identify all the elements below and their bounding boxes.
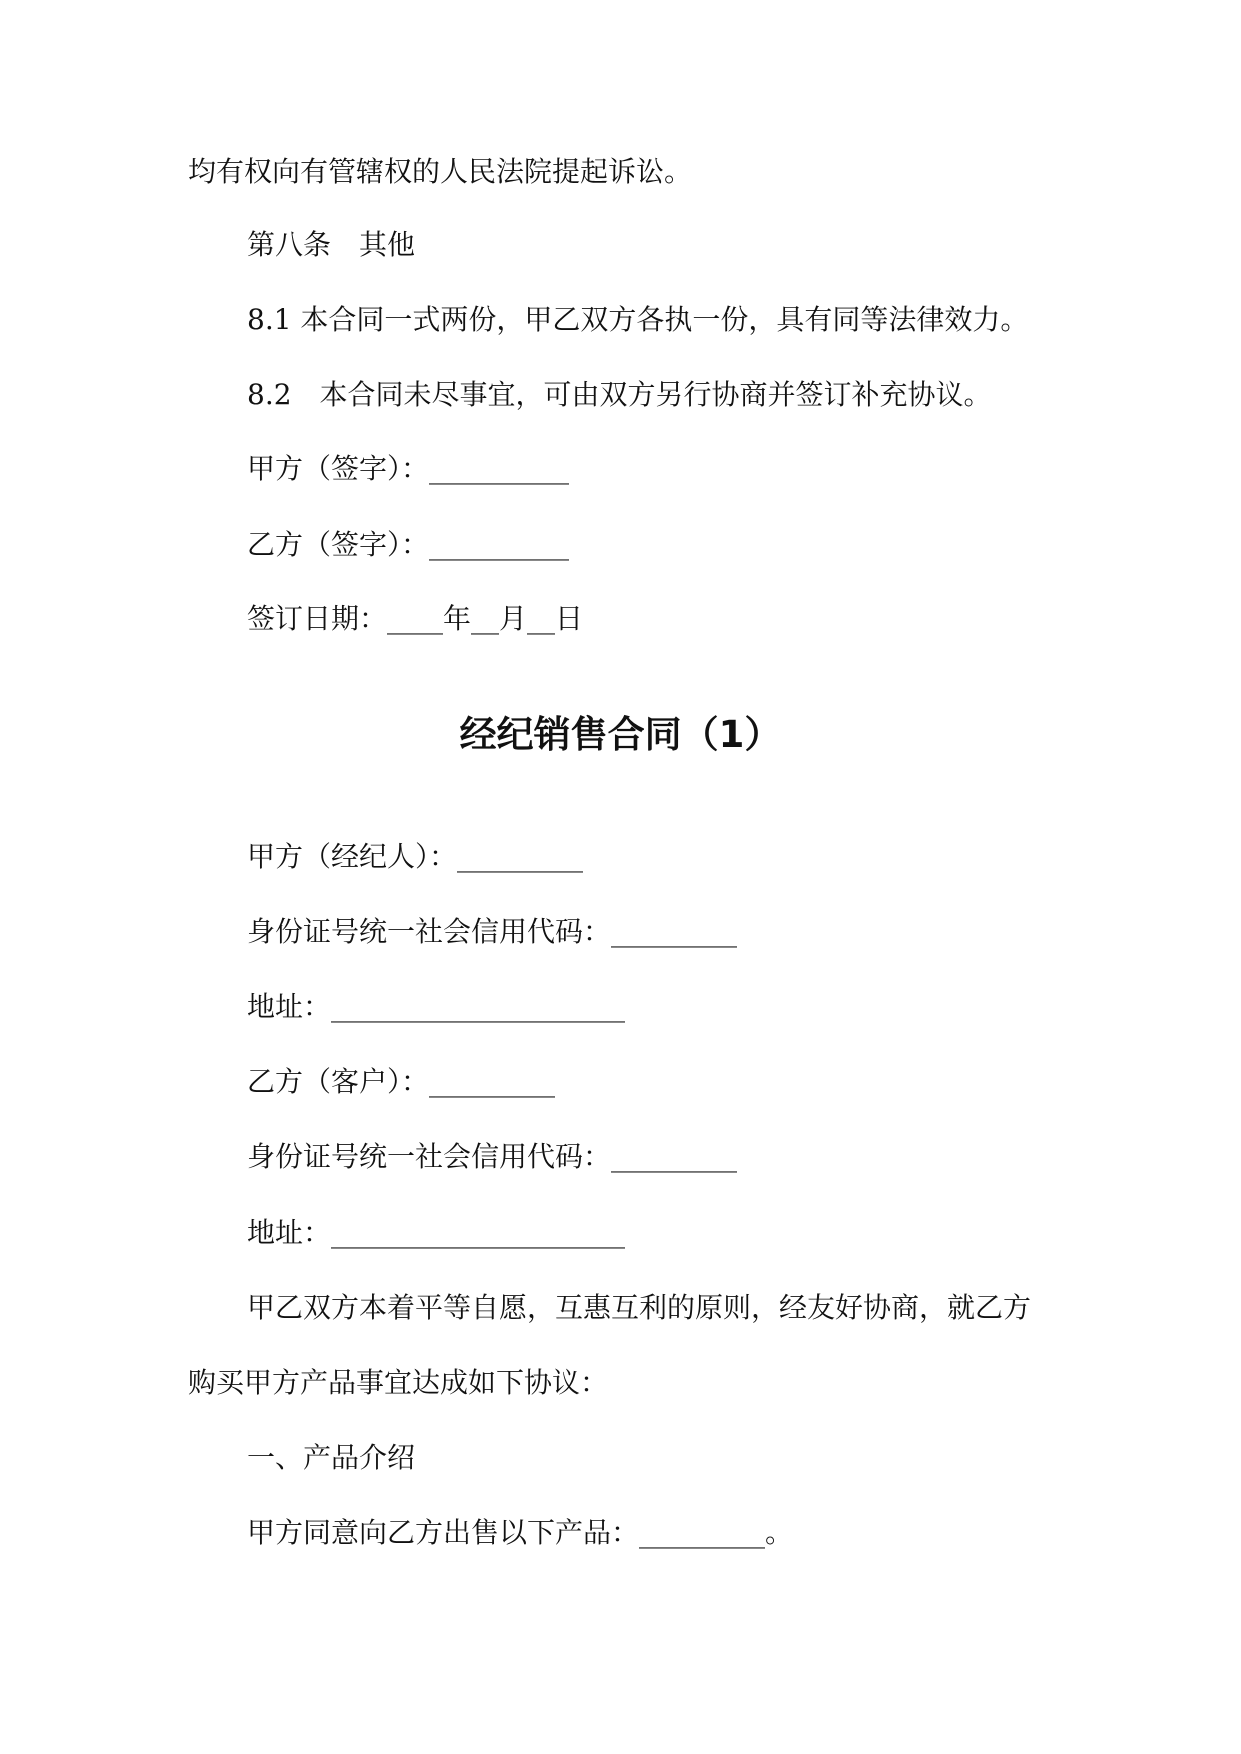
- preamble-line-2: 购买甲方产品事宜达成如下协议：: [188, 1366, 609, 1399]
- article-8-heading: 第八条 其他: [247, 228, 416, 261]
- section-1-heading: 一、产品介绍: [247, 1441, 416, 1474]
- section-1-text: 甲方同意向乙方出售以下产品：_________。: [247, 1516, 794, 1549]
- party-a-address-line: 地址：_____________________: [247, 990, 626, 1023]
- dispute-clause-tail: 均有权向有管辖权的人民法院提起诉讼。: [188, 155, 693, 188]
- party-b-label: 乙方（客户）：_________: [247, 1065, 556, 1098]
- party-a-label: 甲方（经纪人）：_________: [247, 840, 584, 873]
- party-b-signature-line: 乙方（签字）：__________: [247, 528, 570, 561]
- signing-date-line: 签订日期：____年__月__日: [247, 602, 584, 635]
- clause-8-1: 8.1 本合同一式两份，甲乙双方各执一份，具有同等法律效力。: [247, 303, 1029, 336]
- party-a-signature-line: 甲方（签字）：__________: [247, 452, 570, 485]
- party-b-id-line: 身份证号统一社会信用代码：_________: [247, 1140, 738, 1173]
- party-a-id-line: 身份证号统一社会信用代码：_________: [247, 915, 738, 948]
- clause-8-2: 8.2 本合同未尽事宜，可由双方另行协商并签订补充协议。: [247, 378, 992, 411]
- preamble-line-1: 甲乙双方本着平等自愿，互惠互利的原则，经友好协商，就乙方: [247, 1291, 1032, 1324]
- party-b-address-line: 地址：_____________________: [247, 1216, 626, 1249]
- contract-title: 经纪销售合同（1）: [459, 713, 782, 756]
